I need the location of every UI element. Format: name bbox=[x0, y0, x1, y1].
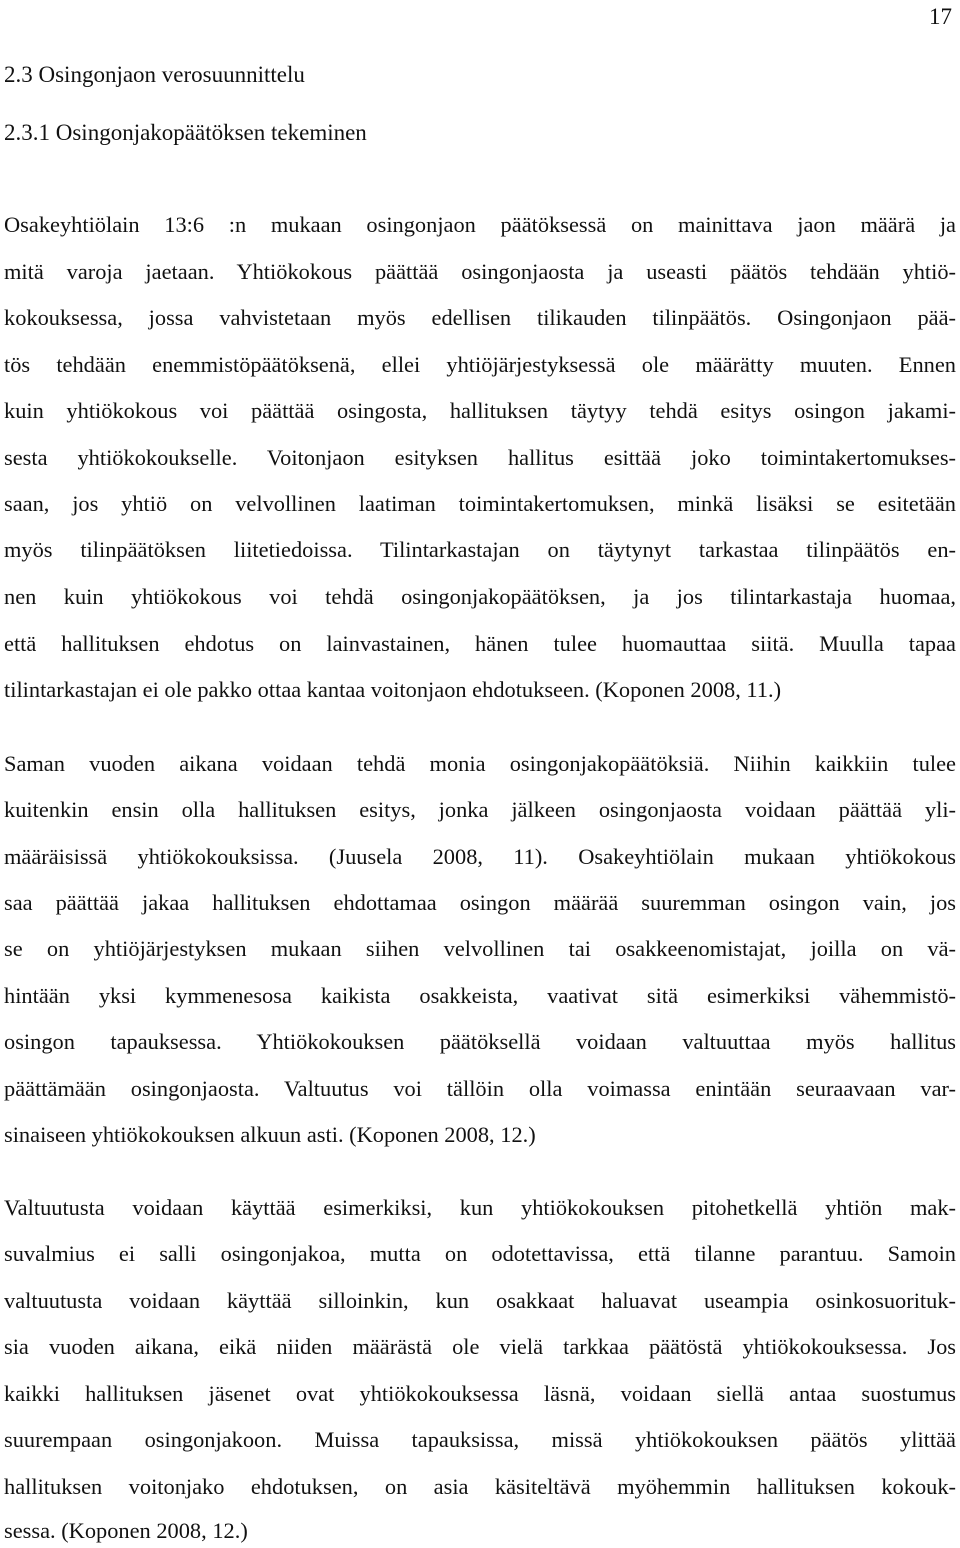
text-line: mitä varoja jaetaan. Yhtiökokous päättää osingonjaosta ja useasti päätös tehdään yhtiö- bbox=[4, 259, 956, 284]
text-line: valtuutusta voidaan käyttää silloinkin, kun osakkaat haluavat useampia osinkosuorituk- bbox=[4, 1288, 956, 1313]
text-line: tös tehdään enemmistöpäätöksenä, ellei yhtiöjärjestyksessä ole määrätty muuten. Ennen bbox=[4, 352, 956, 377]
text-line: suvalmius ei salli osingonjakoa, mutta on odotettavissa, että tilanne parantuu. Samoin bbox=[4, 1241, 956, 1266]
text-line: kaikki hallituksen jäsenet ovat yhtiökokouksessa läsnä, voidaan siellä antaa suostumus bbox=[4, 1381, 956, 1406]
text-line: osingon tapauksessa. Yhtiökokouksen päätöksellä voidaan valtuuttaa myös hallitus bbox=[4, 1029, 956, 1054]
text-line: hallituksen voitonjako ehdotuksen, on asia käsiteltävä myöhemmin hallituksen kokouk- bbox=[4, 1474, 956, 1499]
text-line: sessa. (Koponen 2008, 12.) bbox=[4, 1518, 248, 1543]
text-line: nen kuin yhtiökokous voi tehdä osingonjakopäätöksen, ja jos tilintarkastaja huomaa, bbox=[4, 584, 956, 609]
subsection-heading: 2.3.1 Osingonjakopäätöksen tekeminen bbox=[4, 120, 367, 145]
text-line: se on yhtiöjärjestyksen mukaan siihen velvollinen tai osakkeenomistajat, joilla on vä- bbox=[4, 936, 956, 961]
text-line: määräisissä yhtiökokouksissa. (Juusela 2008, 11). Osakeyhtiölain mukaan yhtiökokous bbox=[4, 844, 956, 869]
text-line: kuitenkin ensin olla hallituksen esitys, jonka jälkeen osingonjaosta voidaan päättää yli- bbox=[4, 797, 956, 822]
text-line: Saman vuoden aikana voidaan tehdä monia osingonjakopäätöksiä. Niihin kaikkiin tulee bbox=[4, 751, 956, 776]
text-line: päättämään osingonjaosta. Valtuutus voi tällöin olla voimassa enintään seuraavaan var- bbox=[4, 1076, 956, 1101]
text-line: sesta yhtiökokoukselle. Voitonjaon esityksen hallitus esittää joko toimintakertomukses- bbox=[4, 445, 956, 470]
text-line: saan, jos yhtiö on velvollinen laatiman toimintakertomuksen, minkä lisäksi se esitetään bbox=[4, 491, 956, 516]
text-line: saa päättää jakaa hallituksen ehdottamaa osingon määrää suuremman osingon vain, jos bbox=[4, 890, 956, 915]
page-number: 17 bbox=[929, 4, 952, 29]
section-heading: 2.3 Osingonjaon verosuunnittelu bbox=[4, 62, 305, 87]
text-line: myös tilinpäätöksen liitetiedoissa. Tilintarkastajan on täytynyt tarkastaa tilinpäätös en- bbox=[4, 537, 956, 562]
text-line: että hallituksen ehdotus on lainvastainen, hänen tulee huomauttaa siitä. Muulla tapaa bbox=[4, 631, 956, 656]
text-line: Osakeyhtiölain 13:6 :n mukaan osingonjaon päätöksessä on mainittava jaon määrä ja bbox=[4, 212, 956, 237]
text-line: sia vuoden aikana, eikä niiden määrästä ole vielä tarkkaa päätöstä yhtiökokouksessa. Jos bbox=[4, 1334, 956, 1359]
text-line: hintään yksi kymmenesosa kaikista osakkeista, vaativat sitä esimerkiksi vähemmistö- bbox=[4, 983, 956, 1008]
text-line: kuin yhtiökokous voi päättää osingosta, hallituksen täytyy tehdä esitys osingon jakami- bbox=[4, 398, 956, 423]
text-line: sinaiseen yhtiökokouksen alkuun asti. (Koponen 2008, 12.) bbox=[4, 1122, 536, 1147]
text-line: suurempaan osingonjakoon. Muissa tapauksissa, missä yhtiökokouksen päätös ylittää bbox=[4, 1427, 956, 1452]
text-line: Valtuutusta voidaan käyttää esimerkiksi, kun yhtiökokouksen pitohetkellä yhtiön mak- bbox=[4, 1195, 956, 1220]
text-line: kokouksessa, jossa vahvistetaan myös edellisen tilikauden tilinpäätös. Osingonjaon pää- bbox=[4, 305, 956, 330]
text-line: tilintarkastajan ei ole pakko ottaa kantaa voitonjaon ehdotukseen. (Koponen 2008, 11.) bbox=[4, 677, 782, 702]
